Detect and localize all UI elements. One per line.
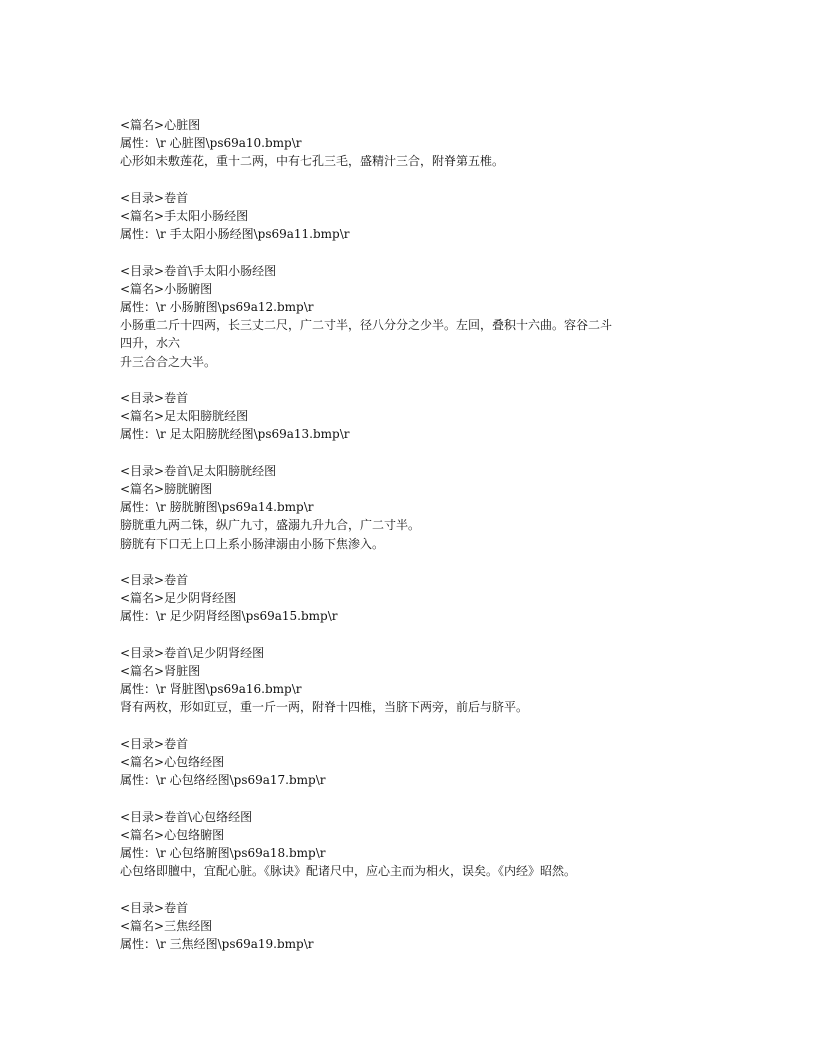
blank-line (120, 717, 720, 735)
text-line: <篇名>膀胱腑图 (120, 482, 213, 496)
text-line: 肾有两枚，形如豇豆，重一斤一两，附脊十四椎，当脐下两旁，前后与脐平。 (120, 700, 529, 715)
text-line: <篇名>肾脏图 (120, 664, 201, 678)
text-line: <目录>卷首\心包络经图 (120, 809, 253, 824)
text-line: <目录>卷首 (120, 900, 189, 915)
blank-line (120, 371, 720, 389)
text-line: <篇名>心包络腑图 (120, 827, 225, 842)
text-line: <篇名>心包络经图 (120, 755, 225, 769)
text-line: 属性：\r 心包络经图\ps69a17.bmp\r (120, 773, 326, 788)
text-line: <目录>卷首\手太阳小肠经图 (120, 263, 277, 278)
text-line: 属性：\r 心脏图\ps69a10.bmp\r (120, 136, 302, 151)
text-line: <目录>卷首\足太阳膀胱经图 (120, 463, 277, 478)
text-line: 小肠重二斤十四两，长三丈二尺，广二寸半，径八分分之少半。左回，叠积十六曲。容谷二斗 (120, 318, 613, 333)
text-line: 属性：\r 足太阳膀胱经图\ps69a13.bmp\r (120, 427, 350, 442)
text-line: 心包络即膻中，宜配心脏。《脉诀》配诸尺中，应心主而为相火，误矣。《内经》昭然。 (120, 864, 577, 879)
text-line: 属性：\r 小肠腑图\ps69a12.bmp\r (120, 300, 314, 314)
blank-line (120, 171, 720, 189)
document-body (120, 116, 720, 953)
text-line: <目录>卷首 (120, 736, 189, 751)
blank-line (120, 553, 720, 571)
text-line: <篇名>足少阴肾经图 (120, 591, 237, 606)
text-line: 属性：\r 手太阳小肠经图\ps69a11.bmp\r (120, 227, 350, 242)
text-line: 四升，水六 (120, 336, 181, 351)
text-line: <目录>卷首 (120, 573, 189, 587)
text-line: 膀胱重九两二铢，纵广九寸，盛溺九升九合，广二寸半。 (120, 518, 421, 533)
text-line: <目录>卷首 (120, 391, 189, 405)
text-line: 升三合合之大半。 (120, 354, 217, 369)
text-line: 属性：\r 膀胱腑图\ps69a14.bmp\r (120, 500, 314, 515)
text-line: <篇名>足太阳膀胱经图 (120, 409, 249, 424)
text-line: 属性：\r 肾脏图\ps69a16.bmp\r (120, 682, 302, 697)
text-line: <目录>卷首\足少阴肾经图 (120, 645, 265, 660)
blank-line (120, 789, 720, 807)
blank-line (120, 880, 720, 898)
text-line: <篇名>手太阳小肠经图 (120, 209, 249, 223)
text-line: 属性：\r 足少阴肾经图\ps69a15.bmp\r (120, 609, 338, 624)
text-line: 属性：\r 三焦经图\ps69a19.bmp\r (120, 937, 314, 951)
text-line: <篇名>小肠腑图 (120, 281, 213, 296)
text-line: <目录>卷首 (120, 190, 189, 205)
text-line: 属性：\r 心包络腑图\ps69a18.bmp\r (120, 846, 326, 860)
blank-line (120, 444, 720, 462)
blank-line (120, 626, 720, 644)
text-line: <篇名>三焦经图 (120, 918, 213, 933)
text-line: <篇名>心脏图 (120, 118, 201, 132)
blank-line (120, 243, 720, 261)
text-line: 膀胱有下口无上口上系小肠津溺由小肠下焦渗入。 (120, 536, 385, 551)
text-line: 心形如未敷莲花，重十二两，中有七孔三毛，盛精汁三合，附脊第五椎。 (120, 154, 505, 169)
